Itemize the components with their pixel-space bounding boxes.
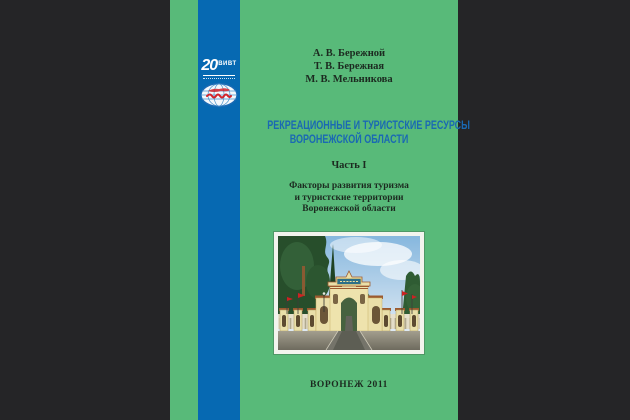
subtitle-line-3: Воронежской области xyxy=(302,204,396,214)
cover-content xyxy=(240,0,470,420)
part-label: Часть I xyxy=(331,160,367,171)
park-entrance-gate-photo xyxy=(274,232,424,354)
author-block xyxy=(240,47,458,86)
subtitle-line-1: Факторы развития туризма xyxy=(289,181,409,191)
author-1: А. В. Бережной xyxy=(312,48,386,59)
park-entrance-illustration xyxy=(278,236,420,350)
globe-icon xyxy=(200,82,238,108)
book-title-line-1: РЕКРЕАЦИОННЫЕ И ТУРИСТСКИЕ РЕСУРСЫ xyxy=(267,118,470,132)
imprint: ВОРОНЕЖ 2011 xyxy=(309,380,389,390)
vivt-20-anniversary-logo xyxy=(198,58,240,79)
subtitle-line-2: и туристские территории xyxy=(294,192,404,203)
left-accent-stripe xyxy=(198,0,240,420)
subtitle-block xyxy=(240,181,458,216)
book-title xyxy=(240,118,470,146)
anniversary-tagline xyxy=(203,75,235,79)
globe-logo xyxy=(200,82,238,108)
book-cover xyxy=(170,0,470,420)
anniversary-number: 20 xyxy=(201,57,218,74)
anniversary-org-label: ВИВТ xyxy=(218,61,237,67)
author-3: М. В. Мельникова xyxy=(305,74,393,85)
author-2: Т. В. Бережная xyxy=(313,61,385,72)
book-title-line-2: ВОРОНЕЖСКОЙ ОБЛАСТИ xyxy=(289,131,409,146)
